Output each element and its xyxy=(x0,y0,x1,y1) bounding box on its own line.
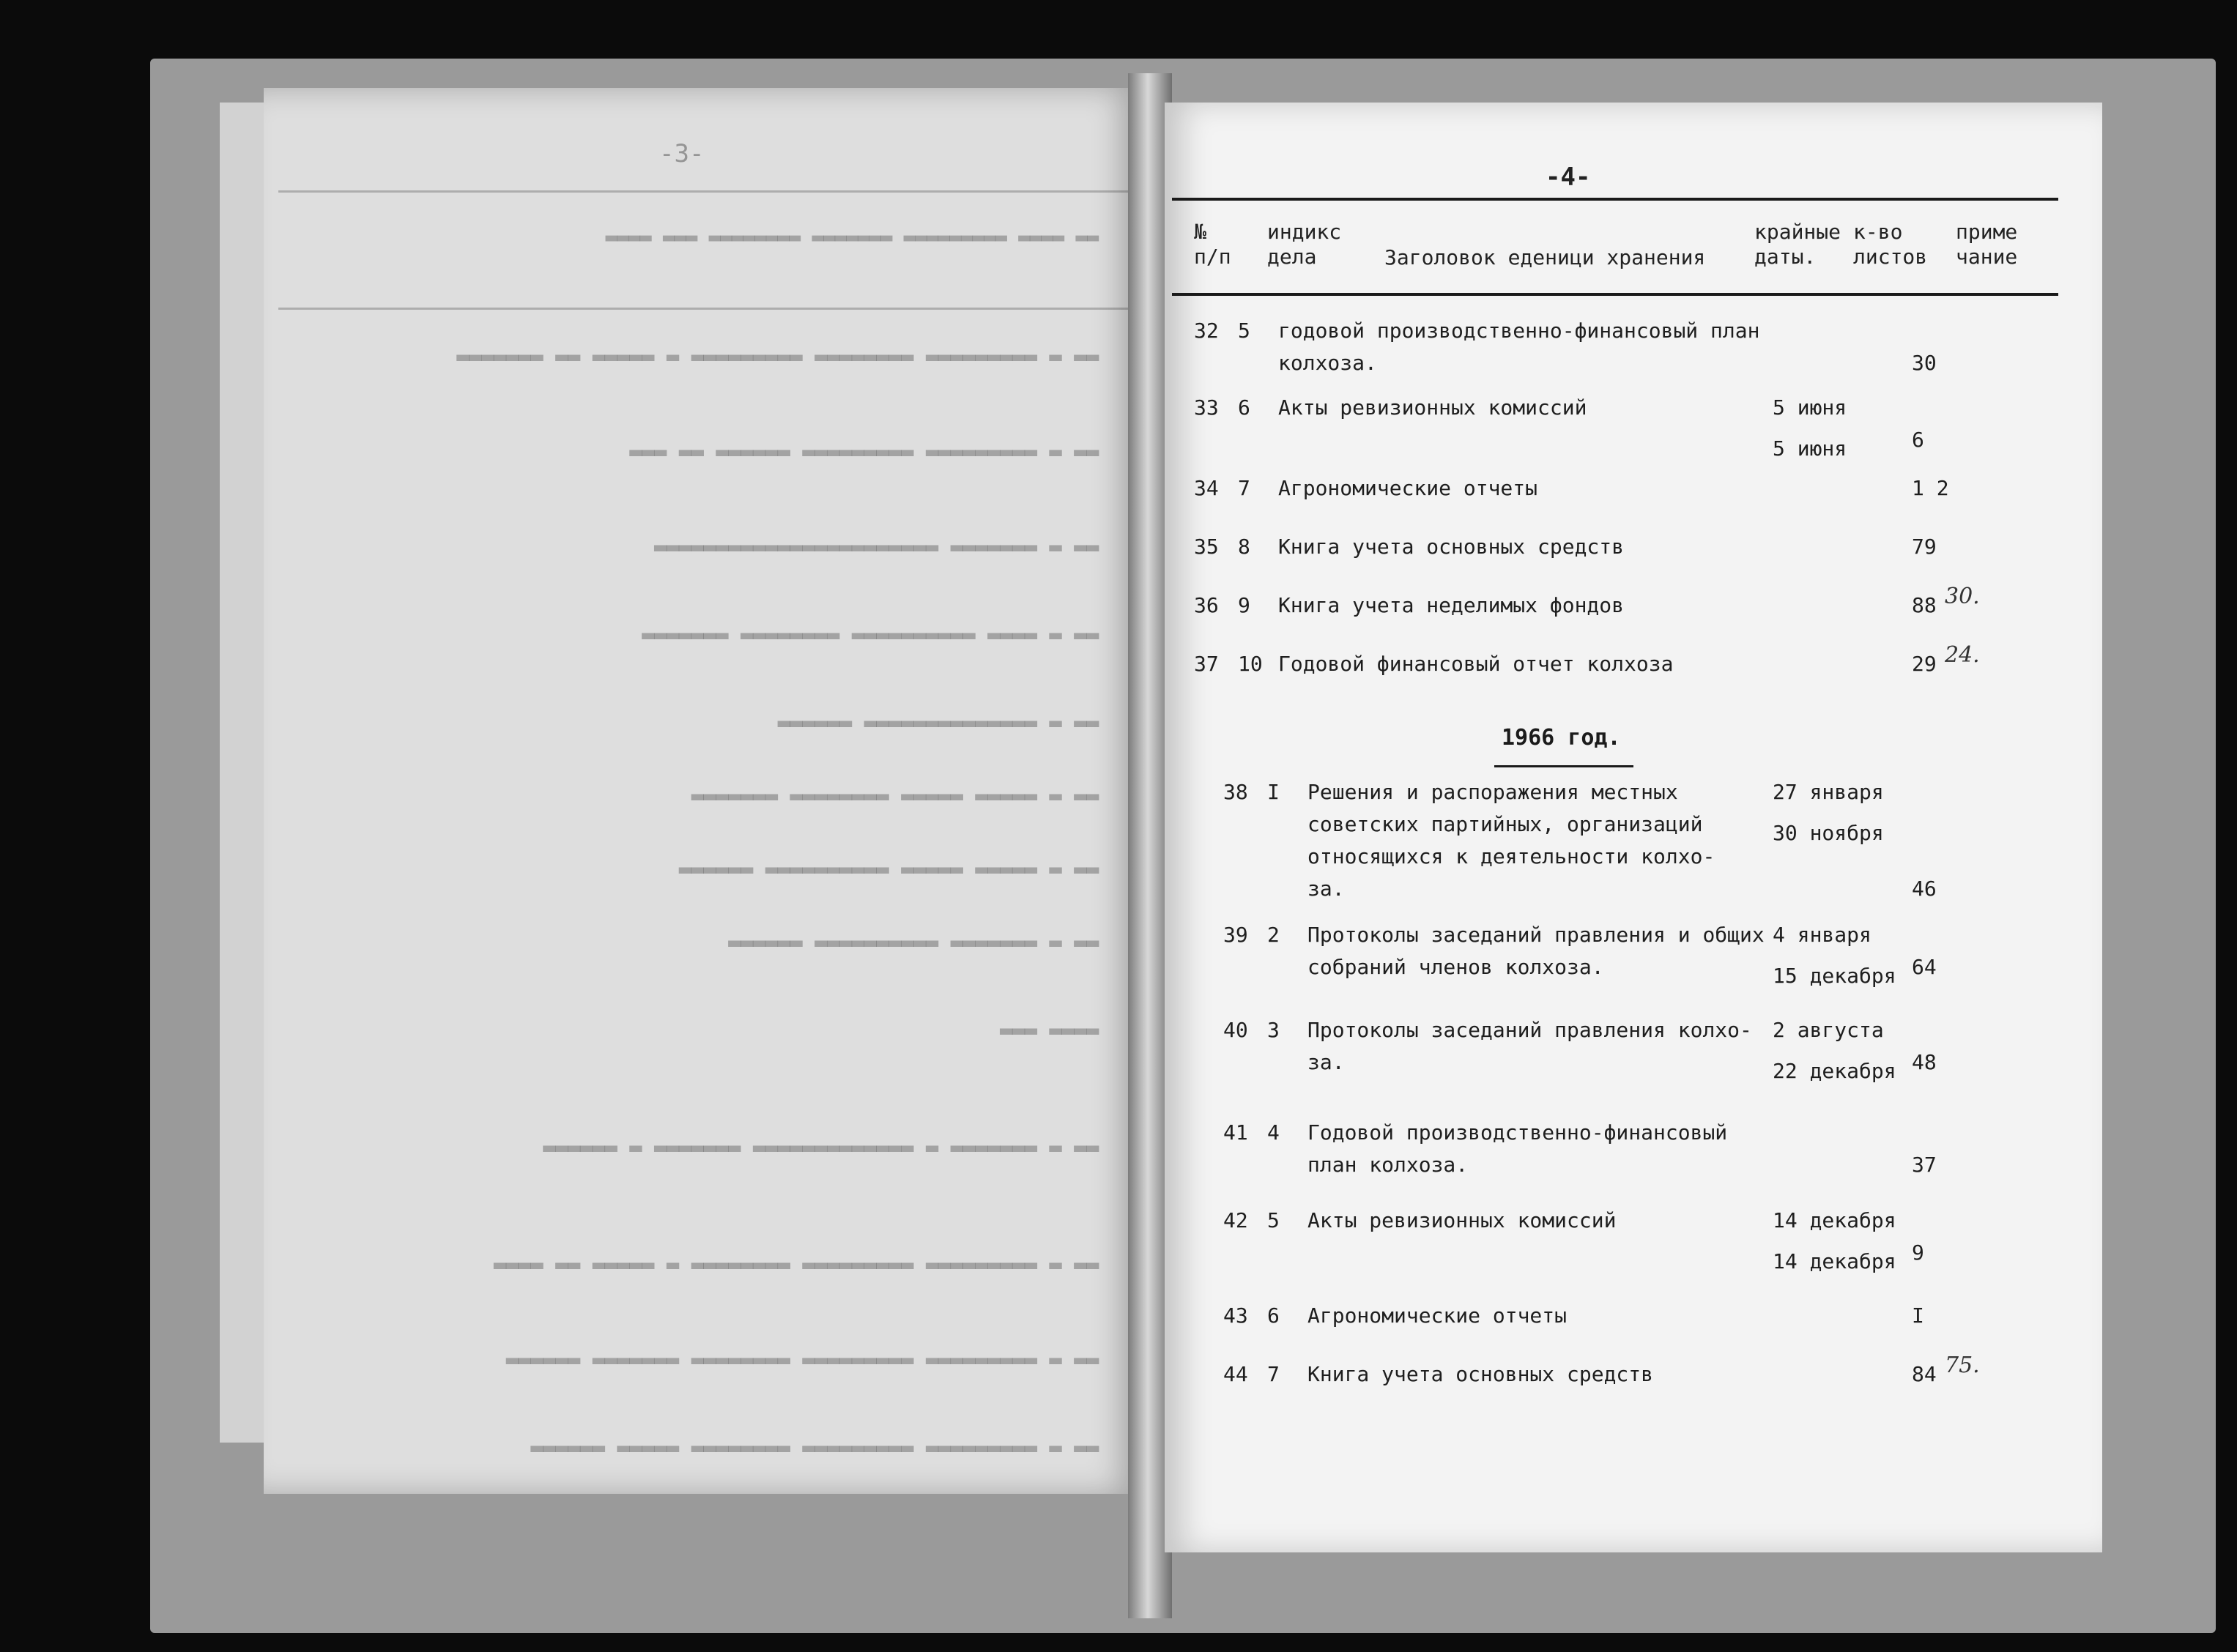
row-number: 36 xyxy=(1194,593,1219,617)
row-number: 38 xyxy=(1223,780,1248,804)
row-date: 2 августа xyxy=(1773,1018,1884,1042)
row-sheets: 88 xyxy=(1912,593,1937,617)
row-index: 5 xyxy=(1238,319,1250,343)
row-title-line: за. xyxy=(1307,877,1345,901)
row-date: 27 января xyxy=(1773,780,1884,804)
row-index: 6 xyxy=(1238,395,1250,420)
year-underline xyxy=(1494,765,1633,767)
header-note: приме чание xyxy=(1956,220,2018,269)
row-number: 35 xyxy=(1194,535,1219,559)
year-heading: 1966 год. xyxy=(1502,725,1621,751)
row-number: 40 xyxy=(1223,1018,1248,1042)
left-bleed-line: ▂▂ ▂ ▂▂▂▂▂ ▂▂▂▂▂ ▂▂▂▂▂▂▂▂ ▂▂▂▂▂▂▂ xyxy=(691,776,1099,800)
header-rule-top xyxy=(1172,198,2058,201)
row-date: 4 января xyxy=(1773,923,1871,947)
row-sheets: 84 xyxy=(1912,1362,1937,1386)
row-sheets: 9 xyxy=(1912,1240,1924,1265)
row-sheets: 48 xyxy=(1912,1050,1937,1074)
row-note: 30. xyxy=(1945,584,1980,609)
row-sheets: 6 xyxy=(1912,428,1924,452)
left-bleed-line: ▂▂ ▂ ▂▂▂▂▂ ▂▂▂▂▂ ▂▂▂▂▂▂▂▂▂▂ ▂▂▂▂▂▂ xyxy=(678,849,1099,874)
row-number: 42 xyxy=(1223,1208,1248,1232)
header-sheets: к-во листов xyxy=(1853,220,1928,269)
row-index: 10 xyxy=(1238,652,1263,676)
row-index: 7 xyxy=(1238,476,1250,500)
row-index: I xyxy=(1267,780,1280,804)
row-sheets: I xyxy=(1912,1303,1924,1328)
row-index: 8 xyxy=(1238,535,1250,559)
row-number: 41 xyxy=(1223,1120,1248,1145)
header-index: индикс дела xyxy=(1267,220,1342,269)
row-date: 5 июня xyxy=(1773,436,1847,461)
row-note: 24. xyxy=(1945,642,1980,668)
row-title-line: Годовой производственно-финансовый xyxy=(1307,1120,1728,1145)
row-date: 14 декабря xyxy=(1773,1208,1896,1232)
page-stack-edge xyxy=(220,103,264,1443)
header-rule-bottom xyxy=(1172,293,2058,296)
row-title-line: Протоколы заседаний правления и общих xyxy=(1307,923,1765,947)
row-title-line: Акты ревизионных комиссий xyxy=(1307,1208,1617,1232)
left-bleed-line: ▂▂▂▂ ▂▂▂ xyxy=(1000,1011,1099,1035)
row-title-line: Книга учета неделимых фондов xyxy=(1278,593,1625,617)
left-header-rule-top xyxy=(278,190,1128,193)
left-bleed-line: ▂▂ ▂ ▂▂▂▂▂▂▂▂▂ ▂▂▂▂▂▂▂▂▂ ▂▂▂▂▂▂▂▂ ▂▂▂▂▂ ▂▂▂▂▂▂ xyxy=(530,1428,1099,1452)
header-no: № п/п xyxy=(1194,220,1231,269)
row-index: 5 xyxy=(1267,1208,1280,1232)
header-dates: крайные даты. xyxy=(1754,220,1841,269)
row-index: 4 xyxy=(1267,1120,1280,1145)
left-bleed-line: ▂▂ ▂ ▂▂▂▂ ▂▂▂▂▂▂▂▂▂▂ ▂▂▂▂▂▂▂▂ ▂▂▂▂▂▂▂ xyxy=(642,615,1099,639)
left-bleed-line: ▂▂ ▂ ▂▂▂▂▂▂▂▂▂ ▂▂▂▂▂▂▂▂ ▂▂▂▂▂▂▂▂▂ ▂ ▂▂▂▂▂ ▂▂ ▂▂▂▂▂▂▂ xyxy=(456,337,1099,361)
row-date: 14 декабря xyxy=(1773,1249,1896,1273)
row-title-line: за. xyxy=(1307,1050,1345,1074)
row-number: 44 xyxy=(1223,1362,1248,1386)
left-header-mirror: ▂▂ ▂▂▂▂ ▂▂▂▂▂▂▂▂▂ ▂▂▂▂▂▂▂ ▂▂▂▂▂▂▂▂ ▂▂▂ ▂▂▂▂ xyxy=(605,220,1099,242)
row-index: 7 xyxy=(1267,1362,1280,1386)
row-title-line: Акты ревизионных комиссий xyxy=(1278,395,1587,420)
row-title-line: Книга учета основных средств xyxy=(1307,1362,1654,1386)
row-title-line: Решения и распоражения местных xyxy=(1307,780,1678,804)
left-bleed-line: ▂▂ ▂ ▂▂▂▂▂▂▂▂▂ ▂▂▂▂▂▂▂▂▂ ▂▂▂▂▂▂▂▂ ▂ ▂▂▂▂▂ ▂▂ ▂▂▂▂ xyxy=(493,1245,1099,1269)
left-bleed-line: ▂▂ ▂ ▂▂▂▂▂▂▂▂▂ ▂▂▂▂▂▂▂▂▂ ▂▂▂▂▂▂ ▂▂ ▂▂▂ xyxy=(629,432,1099,456)
row-sheets: 37 xyxy=(1912,1153,1937,1177)
row-note: 75. xyxy=(1945,1353,1980,1378)
row-title-line: план колхоза. xyxy=(1307,1153,1469,1177)
row-index: 9 xyxy=(1238,593,1250,617)
row-title-line: колхоза. xyxy=(1278,351,1377,375)
row-title-line: собраний членов колхоза. xyxy=(1307,955,1604,979)
header-title: Заголовок еденици хранения xyxy=(1384,245,1706,269)
row-number: 37 xyxy=(1194,652,1219,676)
row-date: 5 июня xyxy=(1773,395,1847,420)
page-number: -4- xyxy=(1546,163,1591,192)
row-title-line: советских партийных, организаций xyxy=(1307,812,1703,836)
left-bleed-line: ▂▂ ▂ ▂▂▂▂▂▂▂ ▂ ▂▂▂▂▂▂▂▂▂▂▂▂▂ ▂▂▂▂▂▂▂ ▂ ▂▂▂▂▂▂ xyxy=(543,1128,1099,1152)
row-number: 43 xyxy=(1223,1303,1248,1328)
row-title-line: Годовой финансовый отчет колхоза xyxy=(1278,652,1674,676)
row-sheets: 30 xyxy=(1912,351,1937,375)
left-bleed-line: ▂▂ ▂ ▂▂▂▂▂▂▂▂▂ ▂▂▂▂▂▂▂▂▂ ▂▂▂▂▂▂▂▂ ▂▂▂▂▂▂▂ ▂▂▂▂▂▂ xyxy=(505,1340,1099,1364)
row-date: 30 ноября xyxy=(1773,821,1884,845)
row-sheets: 64 xyxy=(1912,955,1937,979)
row-sheets: 1 2 xyxy=(1912,476,1949,500)
left-bleed-line: ▂▂ ▂ ▂▂▂▂▂▂▂▂▂▂▂▂▂▂ ▂▂▂▂▂▂ xyxy=(777,703,1099,727)
row-date: 22 декабря xyxy=(1773,1059,1896,1083)
left-bleed-line: ▂▂ ▂ ▂▂▂▂▂▂▂ ▂▂▂▂▂▂▂▂▂▂ ▂▂▂▂▂▂ xyxy=(728,923,1099,947)
left-bleed-line: ▂▂ ▂ ▂▂▂▂▂▂▂ ▂▂▂▂▂▂▂▂▂▂▂▂▂▂▂▂▂▂▂▂▂▂▂ xyxy=(654,527,1099,551)
row-sheets: 79 xyxy=(1912,535,1937,559)
row-number: 33 xyxy=(1194,395,1219,420)
row-number: 34 xyxy=(1194,476,1219,500)
row-title-line: Агрономические отчеты xyxy=(1278,476,1538,500)
row-date: 15 декабря xyxy=(1773,964,1896,988)
row-title-line: Протоколы заседаний правления колхо- xyxy=(1307,1018,1752,1042)
row-number: 32 xyxy=(1194,319,1219,343)
right-page xyxy=(1165,103,2102,1552)
row-number: 39 xyxy=(1223,923,1248,947)
row-sheets: 29 xyxy=(1912,652,1937,676)
left-header-rule-bottom xyxy=(278,308,1128,310)
row-title-line: относящихся к деятельности колхо- xyxy=(1307,844,1715,868)
row-index: 6 xyxy=(1267,1303,1280,1328)
left-page xyxy=(264,88,1143,1494)
row-index: 3 xyxy=(1267,1018,1280,1042)
left-page-number: -3- xyxy=(659,139,705,168)
row-title-line: Книга учета основных средств xyxy=(1278,535,1625,559)
row-sheets: 46 xyxy=(1912,877,1937,901)
row-title-line: Агрономические отчеты xyxy=(1307,1303,1568,1328)
row-title-line: годовой производственно-финансовый план xyxy=(1278,319,1760,343)
row-index: 2 xyxy=(1267,923,1280,947)
